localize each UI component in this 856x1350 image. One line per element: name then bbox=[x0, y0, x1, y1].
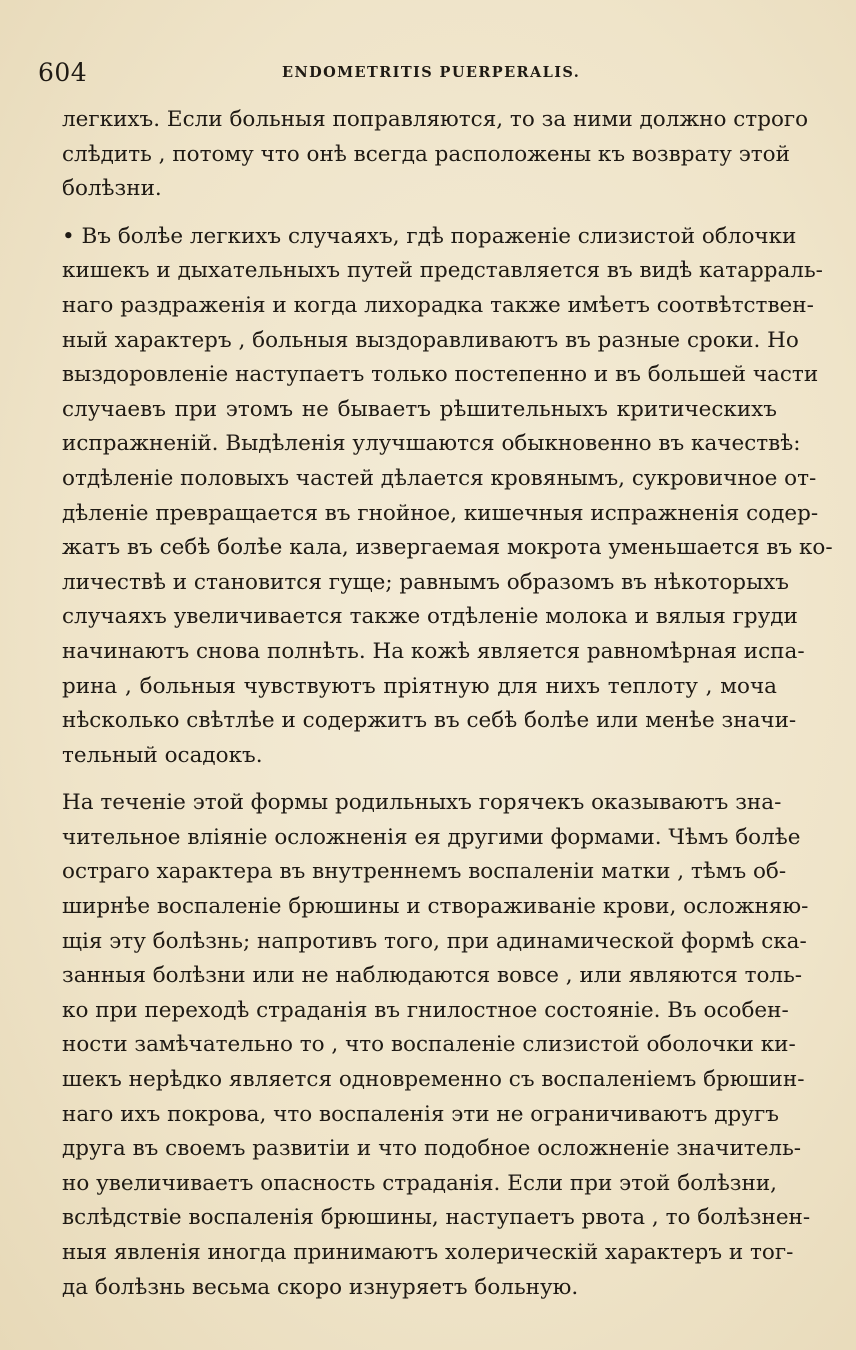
page-number: 604 bbox=[38, 58, 88, 87]
text-line: случаевъ при этомъ не бываетъ рѣшительныхъ критическихъ bbox=[62, 396, 777, 422]
text-line: легкихъ. Если больныя поправляются, то за ними должно строго bbox=[62, 107, 809, 132]
text-line: остраго характера въ внутреннемъ воспаленіи матки , тѣмъ об- bbox=[62, 859, 787, 885]
text-line: да болѣзнь весьма скоро изнуряетъ больную. bbox=[62, 1274, 579, 1300]
text-line: рина , больныя чувствуютъ пріятную для нихъ теплоту , моча bbox=[62, 673, 777, 699]
running-title: ENDOMETRITIS PUERPERALIS. bbox=[282, 64, 581, 81]
text-line: щія эту болѣзнь; напротивъ того, при адинамической формѣ ска- bbox=[62, 928, 807, 954]
body-text bbox=[62, 103, 833, 1305]
text-line: начинаютъ снова полнѣть. На кожѣ является равномѣрная испа- bbox=[62, 638, 805, 664]
text-line: тельный осадокъ. bbox=[62, 742, 263, 768]
text-line: вслѣдствіе воспаленія брюшины, наступаетъ рвота , то болѣзнен- bbox=[62, 1205, 811, 1231]
paragraph-2 bbox=[62, 220, 833, 774]
text-line: но увеличиваетъ опасность страданія. Если при этой болѣзни, bbox=[62, 1170, 777, 1196]
text-line: ности замѣчательно то , что воспаленіе слизистой оболочки ки- bbox=[62, 1032, 796, 1058]
text-line: наго раздраженія и когда лихорадка также имѣетъ соотвѣтствен- bbox=[62, 292, 814, 318]
text-line: личествѣ и становится гуще; равнымъ образомъ въ нѣкоторыхъ bbox=[62, 569, 789, 595]
text-line: занныя болѣзни или не наблюдаются вовсе , или являются толь- bbox=[62, 963, 803, 989]
text-line: ко при переходѣ страданія въ гнилостное состояніе. Въ особен- bbox=[62, 997, 789, 1023]
text-line: друга въ своемъ развитіи и что подобное осложненіе значитель- bbox=[62, 1136, 802, 1162]
text-line: кишекъ и дыхательныхъ путей представляется въ видѣ катарраль- bbox=[62, 258, 823, 284]
text-line: ныя явленія иногда принимаютъ холерическій характеръ и тог- bbox=[62, 1240, 794, 1265]
paragraph-3 bbox=[62, 786, 811, 1305]
text-line: На теченіе этой формы родильныхъ горячекъ оказываютъ зна- bbox=[62, 790, 782, 816]
text-line: выздоровленіе наступаетъ только постепенно и въ большей части bbox=[62, 362, 819, 388]
page-header bbox=[38, 58, 796, 88]
text-line: • Въ болѣе легкихъ случаяхъ, гдѣ пораженіе слизистой облочки bbox=[62, 223, 797, 249]
text-line: случаяхъ увеличивается также отдѣленіе молока и вялыя груди bbox=[62, 604, 798, 630]
text-line: ный характеръ , больныя выздоравливаютъ въ разные сроки. Но bbox=[62, 327, 799, 353]
text-line: испражненій. Выдѣленія улучшаются обыкновенно въ качествѣ: bbox=[62, 431, 801, 457]
text-line: нѣсколько свѣтлѣе и содержитъ въ себѣ болѣе или менѣе значи- bbox=[62, 708, 797, 734]
text-line: ширнѣе воспаленіе брюшины и створаживаніе крови, осложняю- bbox=[62, 894, 809, 920]
text-line: наго ихъ покрова, что воспаленія эти не ограничиваютъ другъ bbox=[62, 1101, 779, 1127]
text-line: жатъ въ себѣ болѣе кала, извергаемая мокрота уменьшается въ ко- bbox=[62, 535, 833, 561]
text-line: дѣленіе превращается въ гнойное, кишечныя испражненія содер- bbox=[62, 500, 819, 526]
text-line: чительное вліяніе осложненія ея другими формами. Чѣмъ болѣе bbox=[62, 824, 801, 850]
text-line: болѣзни. bbox=[62, 176, 162, 202]
text-line: шекъ нерѣдко является одновременно съ воспаленіемъ брюшин- bbox=[62, 1067, 805, 1093]
text-line: слѣдить , потому что онѣ всегда расположены къ возврату этой bbox=[62, 141, 790, 167]
text-line: отдѣленіе половыхъ частей дѣлается кровянымъ, сукровичное от- bbox=[62, 465, 817, 491]
paragraph-1 bbox=[62, 103, 809, 207]
